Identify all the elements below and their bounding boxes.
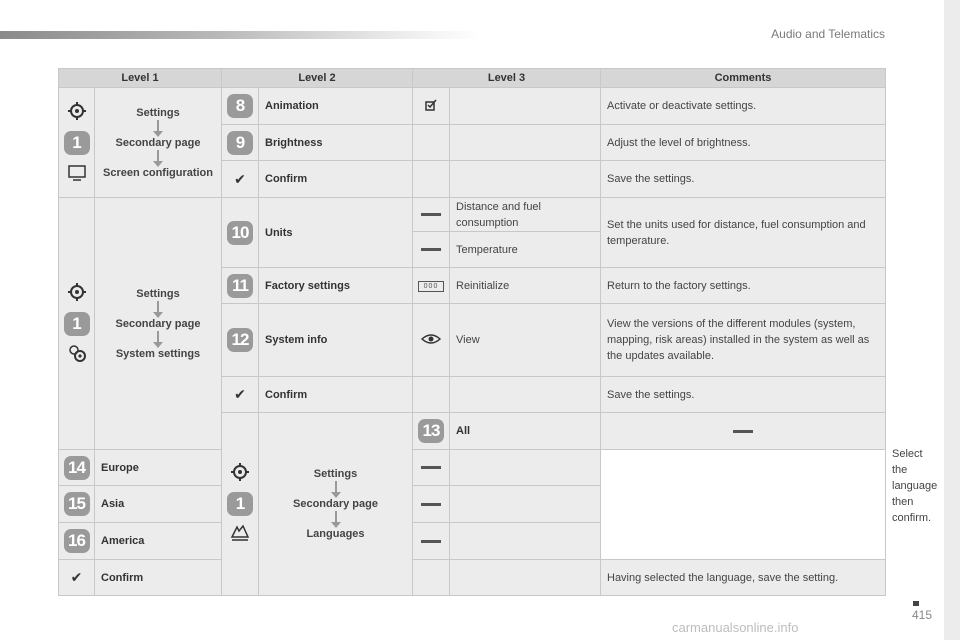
arrow-down-icon — [157, 120, 159, 132]
badge-15: 15 — [64, 492, 90, 516]
flow-step: Screen configuration — [102, 166, 214, 179]
flow-step: Secondary page — [115, 317, 201, 330]
units-option-temperature: Temperature — [450, 232, 601, 268]
arrow-down-icon — [157, 150, 159, 162]
badge-14: 14 — [64, 456, 90, 480]
checkbox-icon[interactable] — [413, 88, 450, 125]
eye-icon[interactable] — [413, 304, 450, 377]
level1-icons — [59, 198, 95, 450]
col-level1: Level 1 — [59, 69, 222, 88]
confirm-comment: Save the settings. — [601, 377, 886, 413]
reset-counter-icon[interactable]: 000 — [413, 268, 450, 304]
settings-table — [58, 68, 938, 596]
confirm-label: Confirm — [95, 560, 222, 596]
level1-flow — [95, 198, 222, 450]
badge-10: 10 — [227, 221, 253, 245]
option-dash-icon[interactable] — [413, 523, 450, 560]
flow-step: Languages — [306, 528, 365, 540]
table-row — [59, 523, 886, 560]
language-america-label: America — [95, 523, 222, 560]
table-row: 1 Settings Secondary page Languages 13 All Select the language then confirm. — [59, 413, 886, 450]
check-icon[interactable]: ✔ — [59, 560, 95, 596]
table-row — [59, 560, 886, 596]
factory-settings-label: Factory settings — [259, 268, 413, 304]
flow-step: Settings — [136, 287, 180, 300]
system-info-label: System info — [259, 304, 413, 377]
check-icon[interactable]: ✔ — [222, 161, 259, 198]
badge-8: 8 — [227, 94, 253, 118]
arrow-down-icon — [335, 511, 337, 523]
option-dash-icon[interactable] — [413, 486, 450, 523]
level1-badge: 1 — [59, 131, 94, 155]
confirm-comment: Save the settings. — [601, 161, 886, 198]
option-dash-icon[interactable] — [413, 232, 450, 268]
table-row — [59, 88, 886, 125]
page-number: 415 — [912, 608, 933, 622]
level1-icons — [59, 88, 95, 198]
system-info-level3: View — [450, 304, 601, 377]
badge-13: 13 — [418, 419, 444, 443]
flow-step: Secondary page — [293, 498, 378, 510]
check-icon[interactable]: ✔ — [222, 377, 259, 413]
settings-gear-icon — [59, 281, 94, 306]
animation-label: Animation — [259, 88, 413, 125]
col-comments: Comments — [601, 69, 886, 88]
language-europe-label: Europe — [95, 450, 222, 486]
page-marker — [913, 601, 919, 606]
screen-icon — [59, 161, 94, 186]
language-all-label: All — [450, 413, 601, 450]
confirm-comment: Having selected the language, save the setting. — [601, 560, 886, 596]
badge-12: 12 — [227, 328, 253, 352]
header-bar — [0, 31, 480, 39]
col-level2: Level 2 — [222, 69, 413, 88]
units-label: Units — [259, 198, 413, 268]
units-option-distance: Distance and fuel consumption — [450, 198, 601, 232]
level1-badge: 1 — [59, 312, 94, 336]
level1-flow — [259, 413, 413, 596]
side-strip — [944, 0, 960, 640]
confirm-label: Confirm — [259, 377, 413, 413]
factory-comment: Return to the factory settings. — [601, 268, 886, 304]
badge-9: 9 — [227, 131, 253, 155]
brightness-comment: Adjust the level of brightness. — [601, 125, 886, 161]
level1-flow — [95, 88, 222, 198]
flow-step: Secondary page — [115, 136, 201, 149]
animation-comment: Activate or deactivate settings. — [601, 88, 886, 125]
language-asia-label: Asia — [95, 486, 222, 523]
arrow-down-icon — [157, 331, 159, 343]
table-header-row — [59, 69, 886, 88]
badge-16: 16 — [64, 529, 90, 553]
system-gears-icon — [59, 342, 94, 367]
language-icon — [222, 522, 258, 547]
option-dash-icon[interactable] — [601, 413, 886, 450]
system-info-comment: View the versions of the different modules (system, mapping, risk areas) installed in the system as well as the updates available. — [601, 304, 886, 377]
brightness-label: Brightness — [259, 125, 413, 161]
section-title: Audio and Telematics — [771, 27, 885, 41]
badge-11: 11 — [227, 274, 253, 298]
table-row — [59, 486, 886, 523]
units-comment: Set the units used for distance, fuel consumption and temperature. — [601, 198, 886, 268]
settings-gear-icon — [59, 100, 94, 125]
settings-gear-icon — [222, 461, 258, 486]
confirm-label: Confirm — [259, 161, 413, 198]
option-dash-icon[interactable] — [413, 198, 450, 232]
arrow-down-icon — [157, 301, 159, 313]
watermark-text: carmanualsonline.info — [672, 620, 799, 635]
option-dash-icon[interactable] — [413, 450, 450, 486]
arrow-down-icon — [335, 481, 337, 493]
level1-icons — [222, 413, 259, 596]
level1-badge: 1 — [222, 492, 258, 516]
flow-step: System settings — [115, 347, 201, 360]
table-row — [59, 450, 886, 486]
flow-step: Settings — [313, 468, 358, 480]
col-level3: Level 3 — [413, 69, 601, 88]
factory-level3: Reinitialize — [450, 268, 601, 304]
table-row — [59, 198, 886, 232]
flow-step: Settings — [136, 106, 180, 119]
